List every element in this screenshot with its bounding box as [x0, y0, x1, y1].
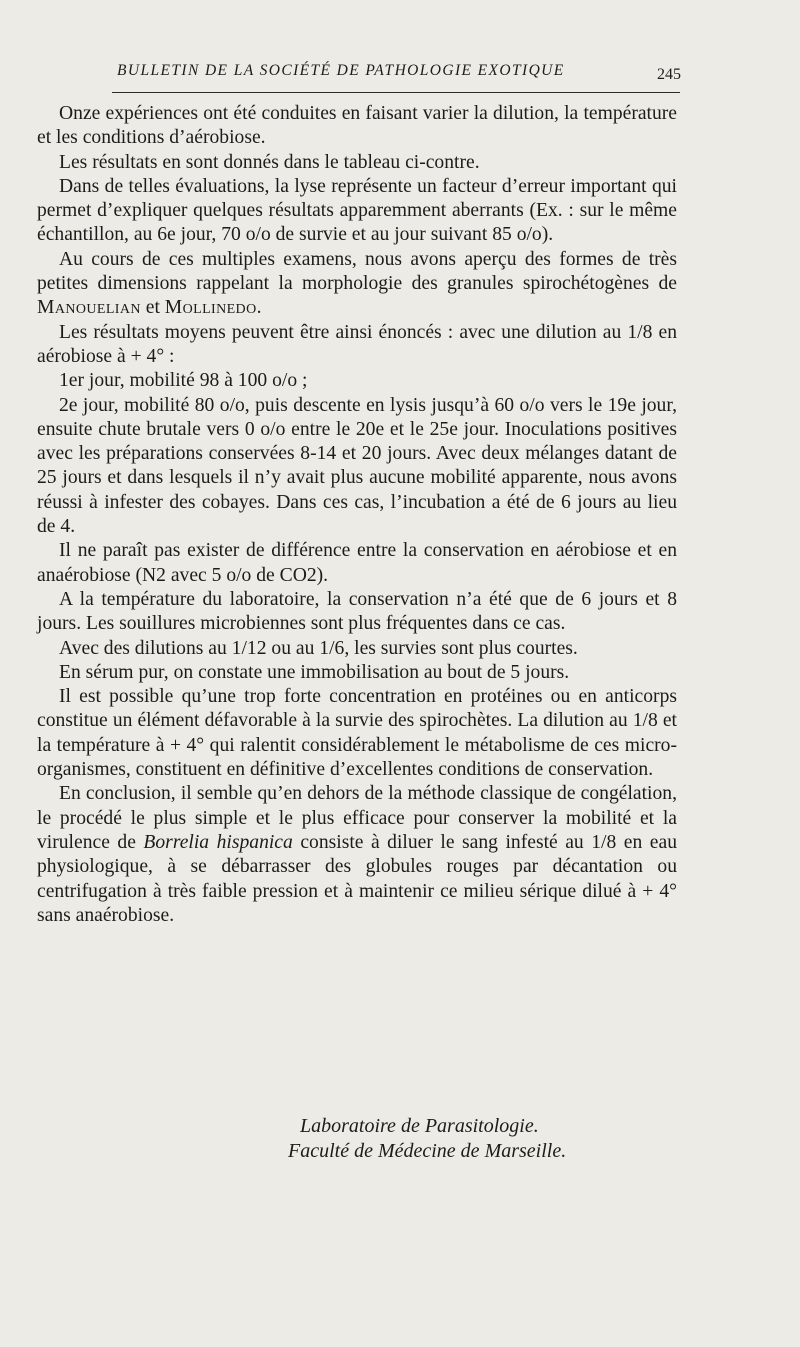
paragraph: Onze expériences ont été conduites en faisant varier la dilution, la température et les conditions d’aérobiose. — [37, 103, 677, 149]
paragraph-text: consiste à diluer le sang infesté au 1/8 en eau physiologique, à se débarrasser des globules rouges par décantation ou centrifugation à très faible pression et à maintenir ce milieu sérique dilué à + 4° sans anaérobiose. — [37, 831, 677, 926]
paragraph — [37, 782, 677, 928]
paragraph: Avec des dilutions au 1/12 ou au 1/6, les survies sont plus courtes. — [59, 637, 578, 659]
signature-faculty: Faculté de Médecine de Marseille. — [288, 1140, 567, 1162]
author-name: Mollinedo — [164, 297, 257, 319]
paragraph-text: . — [256, 297, 262, 319]
paragraph: En sérum pur, on constate une immobilisation au bout de 5 jours. — [59, 661, 570, 683]
header-rule — [112, 92, 680, 93]
paragraph: Il ne paraît pas exister de différence entre la conservation en aérobiose et en anaérobiose (N2 avec 5 o/o de CO2). — [37, 540, 677, 586]
paragraph: Dans de telles évaluations, la lyse représente un facteur d’erreur important qui permet d’expliquer quelques résultats apparemment aberrants (Ex. : sur le même échantillon, au 6e jour, 70 o/o de survie et au jour suivant 85 o/o). — [37, 175, 677, 246]
running-header — [117, 60, 687, 86]
paragraph-text: et — [140, 297, 165, 319]
paragraph: Les résultats moyens peuvent être ainsi énoncés : avec une dilution au 1/8 en aérobiose à + 4° : — [37, 321, 677, 367]
author-name: Manouelian — [37, 297, 141, 319]
paragraph: 2e jour, mobilité 80 o/o, puis descente en lysis jusqu’à 60 o/o vers le 19e jour, ensuite chute brutale vers 0 o/o entre le 20e et le 25e jour. Inoculations positives avec les préparations conservées 8-14 et 20 jours. Avec deux mélanges datant de 25 jours et dans lesquels il n’y avait plus aucune mobilité apparente, nous avons réussi à infester des cobayes. Dans ces cas, l’incubation a été de 6 jours au lieu de 4. — [37, 394, 677, 538]
species-name: Borrelia hispanica — [143, 831, 293, 853]
paragraph — [37, 248, 677, 321]
journal-title: BULLETIN DE LA SOCIÉTÉ DE PATHOLOGIE EXOTIQUE — [117, 62, 565, 79]
page-number: 245 — [657, 66, 681, 83]
paragraph-text: Au cours de ces multiples examens, nous avons aperçu des formes de très petites dimensions rappelant la morphologie des granules spirochétogènes de — [37, 248, 677, 295]
signature-laboratory: Laboratoire de Parasitologie. — [300, 1115, 539, 1137]
paragraph: Les résultats en sont donnés dans le tableau ci-contre. — [59, 151, 480, 173]
article-body — [37, 102, 677, 928]
paragraph: A la température du laboratoire, la conservation n’a été que de 6 jours et 8 jours. Les souillures microbiennes sont plus fréquentes dans ce cas. — [37, 588, 677, 635]
paragraph: Il est possible qu’une trop forte concentration en protéines ou en anticorps constitue un élément défavorable à la survie des spirochètes. La dilution au 1/8 et la température à + 4° qui ralentit considérablement le métabolisme de ces micro-organismes, constituent en définitive d’excellentes conditions de conservation. — [37, 686, 677, 781]
paragraph-text: En conclusion, il semble qu’en dehors de la méthode classique de congélation, le procédé le plus simple et le plus efficace pour conserver la mobilité et la virulence de — [37, 783, 677, 853]
paragraph: 1er jour, mobilité 98 à 100 o/o ; — [59, 370, 308, 392]
